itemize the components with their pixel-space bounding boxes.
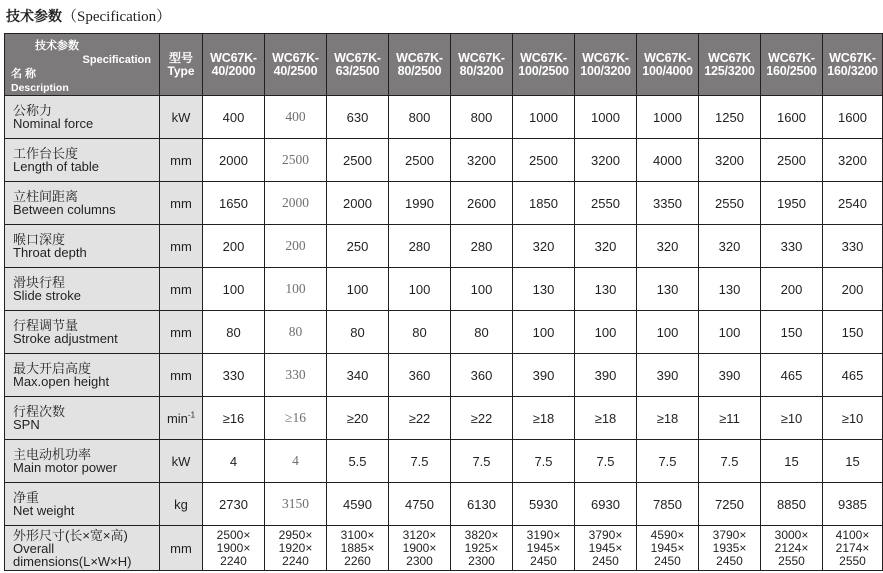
table-cell: 80 <box>389 311 451 354</box>
cell-line: 2300 <box>468 553 495 568</box>
row-unit-text: kW <box>171 453 191 469</box>
table-cell: 130 <box>637 268 699 311</box>
cell-line: 2300 <box>406 553 433 568</box>
model-header: WC67K- 160/3200 <box>823 34 883 96</box>
cell-line: 1925× <box>464 540 499 555</box>
table-cell: ≥10 <box>761 397 823 440</box>
cell-line: 3100× <box>340 527 375 542</box>
cell-line: 2450 <box>592 553 619 568</box>
table-row <box>5 182 883 225</box>
table-cell: 280 <box>451 225 513 268</box>
table-row <box>5 526 883 571</box>
table-cell: 100 <box>451 268 513 311</box>
row-label-en: Slide stroke <box>13 288 81 303</box>
cell-line: 2450 <box>654 553 681 568</box>
row-label-cn: 公称力 <box>13 103 53 118</box>
header-label-cn: 技术参数 <box>35 40 79 52</box>
table-cell: 5.5 <box>327 440 389 483</box>
table-cell: 800 <box>451 96 513 139</box>
row-label-en: Between columns <box>13 202 116 217</box>
cell-line: 1920× <box>278 540 313 555</box>
row-unit <box>160 225 203 268</box>
model-header: WC67K- 63/2500 <box>327 34 389 96</box>
table-cell: 130 <box>513 268 575 311</box>
row-label-en: Throat depth <box>13 245 87 260</box>
row-unit <box>160 182 203 225</box>
row-label-cn: 喉口深度 <box>13 232 66 247</box>
table-cell: 330 <box>761 225 823 268</box>
table-cell: 250 <box>327 225 389 268</box>
table-cell: 630 <box>327 96 389 139</box>
table-cell: 4750 <box>389 483 451 526</box>
row-description <box>5 268 160 311</box>
row-unit-text: mm <box>170 195 192 211</box>
table-cell: ≥20 <box>327 397 389 440</box>
table-row <box>5 268 883 311</box>
table-cell: 5930 <box>513 483 575 526</box>
table-cell: 3200 <box>823 139 883 182</box>
cell-line: 1935× <box>712 540 747 555</box>
row-unit-superscript: -1 <box>187 410 196 420</box>
table-cell: 360 <box>389 354 451 397</box>
row-description <box>5 483 160 526</box>
table-cell: 7.5 <box>389 440 451 483</box>
table-cell: ≥18 <box>637 397 699 440</box>
row-label-en-2: dimensions(L×W×H) <box>13 553 132 569</box>
table-cell: ≥22 <box>451 397 513 440</box>
table-cell: 400 <box>265 96 327 139</box>
table-row <box>5 139 883 182</box>
table-cell: ≥16 <box>203 397 265 440</box>
cell-line: 1945× <box>650 540 685 555</box>
table-cell: 200 <box>761 268 823 311</box>
table-cell: 200 <box>203 225 265 268</box>
table-cell: 100 <box>513 311 575 354</box>
table-cell <box>637 526 699 571</box>
row-unit <box>160 526 203 571</box>
cell-line: 2550 <box>778 553 805 568</box>
table-cell: 150 <box>823 311 883 354</box>
table-cell: 7.5 <box>699 440 761 483</box>
row-description <box>5 526 160 571</box>
table-cell: 340 <box>327 354 389 397</box>
row-label-en: Net weight <box>13 503 75 518</box>
table-cell: 7.5 <box>451 440 513 483</box>
cell-line: 4590× <box>650 527 685 542</box>
table-row <box>5 440 883 483</box>
model-header: WC67K- 100/3200 <box>575 34 637 96</box>
model-header: WC67K- 40/2500 <box>265 34 327 96</box>
table-cell <box>203 526 265 571</box>
row-unit-text: mm <box>170 324 192 340</box>
row-label-cn: 净重 <box>13 490 40 505</box>
model-header: WC67K- 160/2500 <box>761 34 823 96</box>
table-cell: 2600 <box>451 182 513 225</box>
table-cell: 80 <box>327 311 389 354</box>
title-cn: 技术参数 <box>6 9 62 25</box>
cell-line: 2174× <box>835 540 870 555</box>
table-cell: 7850 <box>637 483 699 526</box>
row-description <box>5 139 160 182</box>
table-cell: 15 <box>761 440 823 483</box>
header-description-cell <box>5 34 160 96</box>
table-cell: 2500 <box>513 139 575 182</box>
row-label-cn: 外形尺寸(长×宽×高) <box>13 527 128 543</box>
table-cell: 3200 <box>451 139 513 182</box>
table-cell: 100 <box>327 268 389 311</box>
row-description <box>5 225 160 268</box>
table-row <box>5 354 883 397</box>
table-row <box>5 311 883 354</box>
row-unit-text: kW <box>171 109 191 125</box>
cell-line: 2124× <box>774 540 809 555</box>
table-cell: 1950 <box>761 182 823 225</box>
table-row <box>5 397 883 440</box>
table-cell: 1850 <box>513 182 575 225</box>
row-label-cn: 滑块行程 <box>13 275 66 290</box>
header-type-cell <box>160 34 203 96</box>
row-label-cn: 行程次数 <box>13 404 66 419</box>
table-cell: ≥10 <box>823 397 883 440</box>
cell-line: 2450 <box>530 553 557 568</box>
table-cell: 3350 <box>637 182 699 225</box>
model-header: WC67K- 100/4000 <box>637 34 699 96</box>
table-cell: 800 <box>389 96 451 139</box>
table-cell: 6930 <box>575 483 637 526</box>
cell-line: 3790× <box>712 527 747 542</box>
table-cell <box>451 526 513 571</box>
table-cell: 4590 <box>327 483 389 526</box>
table-cell: 100 <box>637 311 699 354</box>
table-cell: 2500 <box>265 139 327 182</box>
table-cell: 100 <box>265 268 327 311</box>
cell-line: 4100× <box>835 527 870 542</box>
table-cell: 6130 <box>451 483 513 526</box>
table-cell <box>265 526 327 571</box>
cell-line: 2240 <box>220 553 247 568</box>
row-label-en: Nominal force <box>13 116 94 131</box>
cell-line: 2450 <box>716 553 743 568</box>
table-cell: 80 <box>265 311 327 354</box>
table-cell: 390 <box>637 354 699 397</box>
table-cell: 8850 <box>761 483 823 526</box>
table-cell <box>699 526 761 571</box>
row-label-en: SPN <box>13 417 40 432</box>
table-cell: 100 <box>389 268 451 311</box>
table-cell: 320 <box>513 225 575 268</box>
cell-line: 1945× <box>588 540 623 555</box>
cell-line: 2550 <box>839 553 866 568</box>
table-cell: 100 <box>575 311 637 354</box>
table-cell: 2000 <box>327 182 389 225</box>
row-label-en: Length of table <box>13 159 100 174</box>
table-cell: 320 <box>699 225 761 268</box>
table-cell: 150 <box>761 311 823 354</box>
model-header: WC67K 125/3200 <box>699 34 761 96</box>
table-cell: 3200 <box>575 139 637 182</box>
cell-line: 3120× <box>402 527 437 542</box>
table-cell: 7250 <box>699 483 761 526</box>
table-cell: 2500 <box>389 139 451 182</box>
table-row <box>5 483 883 526</box>
table-cell: 330 <box>265 354 327 397</box>
title-en: （Specification） <box>62 9 172 25</box>
cell-line: 1945× <box>526 540 561 555</box>
model-header: WC67K- 40/2000 <box>203 34 265 96</box>
header-row <box>5 34 883 96</box>
table-cell: 2550 <box>575 182 637 225</box>
cell-line: 3190× <box>526 527 561 542</box>
cell-line: 1900× <box>216 540 251 555</box>
row-label-cn: 最大开启高度 <box>13 361 92 376</box>
row-unit-text: min <box>166 410 188 426</box>
table-cell: 200 <box>265 225 327 268</box>
header-name-cn: 名 称 <box>11 68 37 80</box>
model-header: WC67K- 80/3200 <box>451 34 513 96</box>
spec-table-body <box>5 96 883 571</box>
table-cell: 130 <box>575 268 637 311</box>
row-label-en: Main motor power <box>13 460 118 475</box>
row-unit <box>160 139 203 182</box>
cell-line: 2950× <box>278 527 313 542</box>
table-cell: 1000 <box>575 96 637 139</box>
table-cell: 100 <box>203 268 265 311</box>
row-label-cn: 工作台长度 <box>13 146 79 161</box>
table-cell: 1650 <box>203 182 265 225</box>
row-unit-text: mm <box>170 540 192 556</box>
table-cell: 15 <box>823 440 883 483</box>
table-cell: 390 <box>513 354 575 397</box>
table-cell <box>575 526 637 571</box>
header-type-cn: 型号 <box>168 50 193 65</box>
table-cell <box>823 526 883 571</box>
table-cell: 390 <box>699 354 761 397</box>
row-description <box>5 354 160 397</box>
table-cell: 465 <box>823 354 883 397</box>
row-unit <box>160 268 203 311</box>
table-cell: 2550 <box>699 182 761 225</box>
table-cell: ≥18 <box>575 397 637 440</box>
page-title <box>6 7 171 27</box>
row-description <box>5 311 160 354</box>
table-cell: 130 <box>699 268 761 311</box>
table-cell: 390 <box>575 354 637 397</box>
table-cell <box>513 526 575 571</box>
row-unit-text: mm <box>170 152 192 168</box>
table-cell: 1000 <box>513 96 575 139</box>
model-header: WC67K- 80/2500 <box>389 34 451 96</box>
row-unit <box>160 354 203 397</box>
row-description <box>5 397 160 440</box>
table-cell: 2540 <box>823 182 883 225</box>
row-label-en: Overall <box>13 540 55 556</box>
table-row <box>5 225 883 268</box>
cell-line: 2500× <box>216 527 251 542</box>
table-cell: 2500 <box>761 139 823 182</box>
table-cell: 200 <box>823 268 883 311</box>
table-row <box>5 96 883 139</box>
row-unit <box>160 483 203 526</box>
table-cell: ≥11 <box>699 397 761 440</box>
row-unit-text: mm <box>170 238 192 254</box>
row-label-cn: 立柱间距离 <box>13 189 79 204</box>
table-cell: 80 <box>203 311 265 354</box>
table-cell: 7.5 <box>513 440 575 483</box>
table-cell: 100 <box>699 311 761 354</box>
table-cell: 1250 <box>699 96 761 139</box>
table-cell: 2000 <box>203 139 265 182</box>
cell-line: 2240 <box>282 553 309 568</box>
row-description <box>5 440 160 483</box>
cell-line: 1885× <box>340 540 375 555</box>
table-cell: 1600 <box>761 96 823 139</box>
table-cell: 4 <box>203 440 265 483</box>
cell-line: 2260 <box>344 553 371 568</box>
row-label-en: Max.open height <box>13 374 110 389</box>
row-label-cn: 行程调节量 <box>13 318 79 333</box>
table-cell: 3150 <box>265 483 327 526</box>
table-cell: 4000 <box>637 139 699 182</box>
table-cell: ≥16 <box>265 397 327 440</box>
table-cell: 2730 <box>203 483 265 526</box>
cell-line: 3000× <box>774 527 809 542</box>
table-cell <box>761 526 823 571</box>
row-unit <box>160 311 203 354</box>
row-label-cn: 主电动机功率 <box>13 447 92 462</box>
table-cell <box>389 526 451 571</box>
table-cell: 1990 <box>389 182 451 225</box>
row-unit-text: mm <box>170 281 192 297</box>
table-cell: ≥22 <box>389 397 451 440</box>
table-cell: 3200 <box>699 139 761 182</box>
header-label-en: Specification <box>82 54 151 66</box>
model-header: WC67K- 100/2500 <box>513 34 575 96</box>
cell-line: 3790× <box>588 527 623 542</box>
table-cell <box>327 526 389 571</box>
row-description <box>5 96 160 139</box>
cell-line: 1900× <box>402 540 437 555</box>
table-cell: 280 <box>389 225 451 268</box>
spec-table <box>4 33 883 571</box>
header-type-en: Type <box>167 63 195 78</box>
row-unit-text: mm <box>170 367 192 383</box>
table-cell: 80 <box>451 311 513 354</box>
table-cell: 4 <box>265 440 327 483</box>
table-cell: 1000 <box>637 96 699 139</box>
table-cell: 330 <box>823 225 883 268</box>
cell-line: 3820× <box>464 527 499 542</box>
row-unit <box>160 397 203 440</box>
table-cell: 7.5 <box>575 440 637 483</box>
table-cell: 1600 <box>823 96 883 139</box>
row-unit-text: kg <box>174 496 188 512</box>
table-cell: 400 <box>203 96 265 139</box>
table-cell: 2500 <box>327 139 389 182</box>
row-unit <box>160 96 203 139</box>
header-name-en: Description <box>11 82 69 94</box>
row-description <box>5 182 160 225</box>
table-cell: 465 <box>761 354 823 397</box>
row-label-en: Stroke adjustment <box>13 331 118 346</box>
table-cell: 320 <box>575 225 637 268</box>
table-cell: ≥18 <box>513 397 575 440</box>
table-cell: 2000 <box>265 182 327 225</box>
table-cell: 360 <box>451 354 513 397</box>
table-cell: 320 <box>637 225 699 268</box>
row-unit <box>160 440 203 483</box>
table-cell: 330 <box>203 354 265 397</box>
table-cell: 7.5 <box>637 440 699 483</box>
table-cell: 9385 <box>823 483 883 526</box>
